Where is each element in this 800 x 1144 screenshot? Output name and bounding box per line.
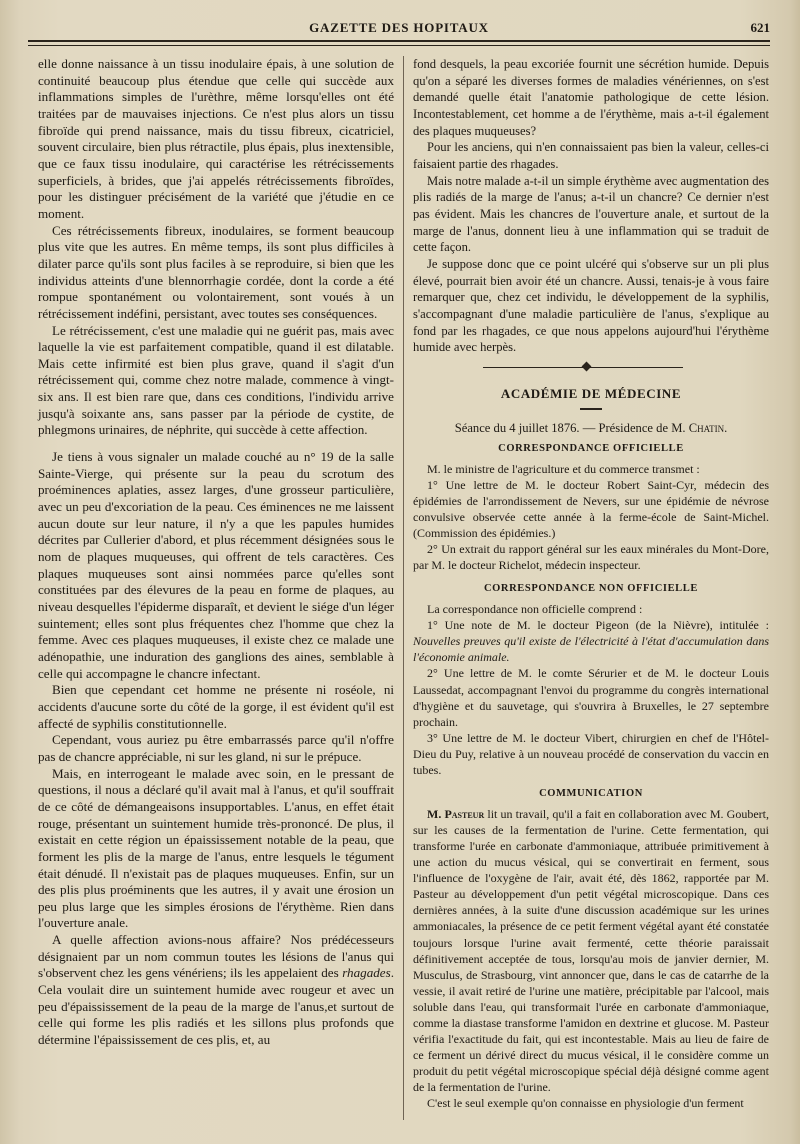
list-item: 1° Une lettre de M. le docteur Robert Saint-Cyr, médecin des épidémies de l'arrondissement de Nevers, sur une épidémie de névrose convulsive observée cette année à la ferme-école de Saint-Michel. (Commission des épidémies.) <box>413 477 769 541</box>
list-item: 2° Un extrait du rapport général sur les eaux minérales du Mont-Dore, par M. le docteur Richelot, médecin inspecteur. <box>413 542 769 573</box>
seance-prefix: Séance du 4 juillet 1876. — Présidence de M. <box>454 421 689 436</box>
column-divider <box>403 56 404 1120</box>
paragraph: elle donne naissance à un tissu inodulaire épais, à une solution de continuité beaucoup plus étendue que celle qui succède aux inflammations simples de l'urèthre, même lorsqu'elles ont été traitées par de mauvaises injections. Ce n'est plus alors un tissu fibroïde qui prend naissance, mais du tissu fibreux, cicatriciel, souvent circulaire, bien plus rétractile, plus épais, plus inextensible, que ce faux tissu inodulaire, qui caractérise les rétrécissements superficiels, à brides, que j'ai appelés rétrécissements fibroïdes, pour les distinguer précisément de la variété que j'étudie en ce moment. <box>38 56 394 221</box>
paragraph: Le rétrécissement, c'est une maladie qui ne guérit pas, mais avec laquelle la vie est parfaitement compatible, quand il est dilatable. Mais cette infirmité est bien plus grave, quand il s'agit d'un rétrécissement qui, comme chez notre malade, commence à vingt-six ans. Il est bien rare que, dans ces conditions, l'individu arrive jusqu'à soixante ans, sans passer par la période de cystite, de phlegmons urinaires, de néphrite, qui succède à cette affection. <box>38 322 394 438</box>
seance-line <box>413 420 769 437</box>
paragraph: Pour les anciens, qui n'en connaissaient pas bien la valeur, celles-ci faisaient partie des rhagades. <box>413 140 769 171</box>
paragraph-text-tail: . Cela voulait dire un suintement humide avec rougeur et avec un peu d'épaississement de la peau de la marge de l'anus,et surtout de celle qui forme les plis radiés et les sillons plus profonds que détermine l'épaississement de ces plis, et, au <box>38 965 394 1048</box>
paragraph: Bien que cependant cet homme ne présente ni roséole, ni accidents d'aucune sorte du côté de la gorge, il est évident qu'il est affecté de syphilis constitutionnelle. <box>38 682 394 731</box>
paragraph-text: A quelle affection avions-nous affaire? Nos prédécesseurs désignaient par un nom commun toutes les lésions de l'anus qui s'observent chez les gens vénériens; ils les appelaient des <box>38 932 394 981</box>
subheading-correspondance-officielle: CORRESPONDANCE OFFICIELLE <box>498 443 684 455</box>
paragraph-rhagades <box>38 932 394 1049</box>
list-item <box>413 617 769 665</box>
list-item-text: 1° Une note de M. le docteur Pigeon (de la Nièvre), intitulée : <box>427 618 769 633</box>
communication-paragraph <box>413 806 769 1096</box>
paragraph: Mais notre malade a-t-il un simple érythème avec augmentation des plis radiés de la marge de l'anus; a-t-il un chancre? Ce dernier n'est pas évident. Mais les chancres de l'ouverture anale, et surtout de la marge de l'anus, donnent lieu à une inflammation qui se traduit de cette façon. <box>413 173 769 255</box>
header-rule-thin <box>28 45 770 46</box>
communication-last-line: C'est le seul exemple qu'on connaisse en physiologie d'un ferment <box>427 1096 744 1111</box>
section-title: ACADÉMIE DE MÉDECINE <box>500 385 682 401</box>
paragraph: Ces rétrécissements fibreux, inodulaires, se forment beaucoup plus vite que les autres. En même temps, ils sont plus difficiles à dilater parce qu'ils sont plus faciles à se reproduire, si bien que les individus atteints d'une blennorrhagie cordée, dont la corde a été rompue spontanément ou volontairement, sont voués à un rétrécissement indéfini, persistant, avec toutes ses conséquences. <box>38 222 394 321</box>
seance-president: Chatin <box>688 421 725 436</box>
seance-suffix: . <box>724 421 728 436</box>
right-column <box>413 56 769 1112</box>
communication-text: lit un travail, qu'il a fait en collaboration avec M. Goubert, sur les causes de la fermentation de l'urine. Cette fermentation, qui transforme l'urée en carbonate d'ammoniaque, attribuée primitivement à une action du mucus vésical, qui se convertirait en ferment, sous l'influence de l'oxygène de l'air, avait été, dès 1862, rapportée par M. Pasteur au développement d'un petit végétal microscopique. Dans ces dernières années, à la suite d'une discussion académique sur les urines ammoniacales, la présence de ce petit ferment végétal ayant été constatée toujours lorsque l'urine avait fermenté, cette théorie paraissait définitivement acceptée de tous, lorsqu'au mois de janvier dernier, M. Musculus, de Strasbourg, vint annoncer que, dans le cas de catarrhe de la vessie, il avait retiré de l'urine une matière, précipitable par l'alcool, mais soluble dans l'eau, qui transformait l'urée en carbonate d'ammoniaque, comme la diastase transforme l'amidon en dextrine et glucose. M. Pasteur vérifia l'exactitude du fait, qui est incontestable. Mais au lieu de faire de ce ferment un dérivé direct du mucus vésical, il le considère comme un produit du petit végétal microscopique spécial déjà désigné comme agent de la fermentation de l'urine. <box>413 806 770 1095</box>
subheading-correspondance-non-officielle: CORRESPONDANCE NON OFFICIELLE <box>483 583 698 595</box>
paragraph: Je tiens à vous signaler un malade couché au n° 19 de la salle Sainte-Vierge, qui présente sur la peau du scrotum des proéminences aplaties, assez larges, d'une grosseur particulière, avec un peu d'excoriation de la peau. Ces éminences ne me laissent aucun doute sur leur nature, il n'y a que les papules humides décrites par Cullerier d'abord, et plus récemment désignées sous le nom de plaques muqueuses, qui offrent de tels caractères. Ces plaques muqueuses sont ainsi nommées parce qu'elles sont constituées par des élevures de la peau en forme de plaques, au niveau desquelles l'épiderme disparaît, et devient le siége d'un léger suintement; elles sont plus fréquentes chez l'homme que chez la femme. Avec ces plaques muqueuses, il existe chez ce malade une adénopathie, une induration des ganglions des aines, semblable à celle qui accompagne le chancre infectant. <box>38 449 394 681</box>
list-item: M. le ministre de l'agriculture et du commerce transmet : <box>427 461 700 476</box>
subheading-communication: COMMUNICATION <box>539 788 643 800</box>
header-rule-thick <box>28 40 770 42</box>
paragraph: Je suppose donc que ce point ulcéré qui s'observe sur un pli plus élevé, pourrait bien avoir été un chancre. Aussi, tenais-je à vous faire remarquer que, chez cet individu, le développement de la syphilis, s'accompagnant d'une maladie particulière de l'anus, s'explique au fond par les rhagades, ce que nous appelons aujourd'hui l'érythème humide avec herpès. <box>413 256 769 355</box>
journal-title: GAZETTE DES HOPITAUX <box>309 20 489 35</box>
list-intro: La correspondance non officielle comprend : <box>427 602 643 617</box>
rhagades-term: rhagades <box>342 965 391 981</box>
page-number: 621 <box>750 20 770 35</box>
list-item: 2° Une lettre de M. le comte Sérurier et de M. le docteur Louis Laussedat, accompagnant l'envoi du programme du congrès international d'hygiène et du sauvetage, qui s'ouvrira à Bruxelles, le 27 septembre prochain. <box>413 666 769 729</box>
left-column <box>38 56 394 1049</box>
page-header <box>28 16 770 48</box>
section-divider <box>413 356 769 380</box>
paragraph: fond desquels, la peau excoriée fournit une sécrétion humide. Depuis qu'on a séparé les diverses formes de maladies vénériennes, on s'est demandé quelle était l'anatomie pathologique de cette lésion. Incontestablement, cet homme a de l'érythème, mais a-t-il également des plaques muqueuses? <box>413 57 769 138</box>
speaker-name: M. Pasteur <box>427 806 485 821</box>
divider-ornament <box>582 361 592 371</box>
note-title: Nouvelles preuves qu'il existe de l'électricité à l'état d'accumulation dans l'économie animale. <box>413 634 769 665</box>
list-item: 3° Une lettre de M. le docteur Vibert, chirurgien en chef de l'Hôtel-Dieu du Puy, relative à un nouveau procédé de conservation du vaccin en tubes. <box>413 730 769 778</box>
short-rule <box>580 408 602 410</box>
paragraph: Mais, en interrogeant le malade avec soin, en le pressant de questions, il nous a déclaré qu'il avait mal à l'anus, et qu'il souffrait de ce côté de démangeaisons insupportables. L'anus, en effet était rouge, présentant un suintement humide très-prononcé. De plus, il existait en cette région un épaississement notable de la peau, que forment les plis de la marge de l'anus, entre lesquels le tégument était dénudé. Il n'existait pas de plaques muqueuses. Enfin, sur un des plis plus proéminents que les autres, il y avait une érosion un peu plus large que les simples érosions de l'érythème. Rien dans l'ouverture anale. <box>38 765 394 931</box>
paragraph: Cependant, vous auriez pu être embarrassés parce qu'il n'offre pas de chancre appréciable, ni sur les gland, ni sur le prépuce. <box>38 732 394 764</box>
